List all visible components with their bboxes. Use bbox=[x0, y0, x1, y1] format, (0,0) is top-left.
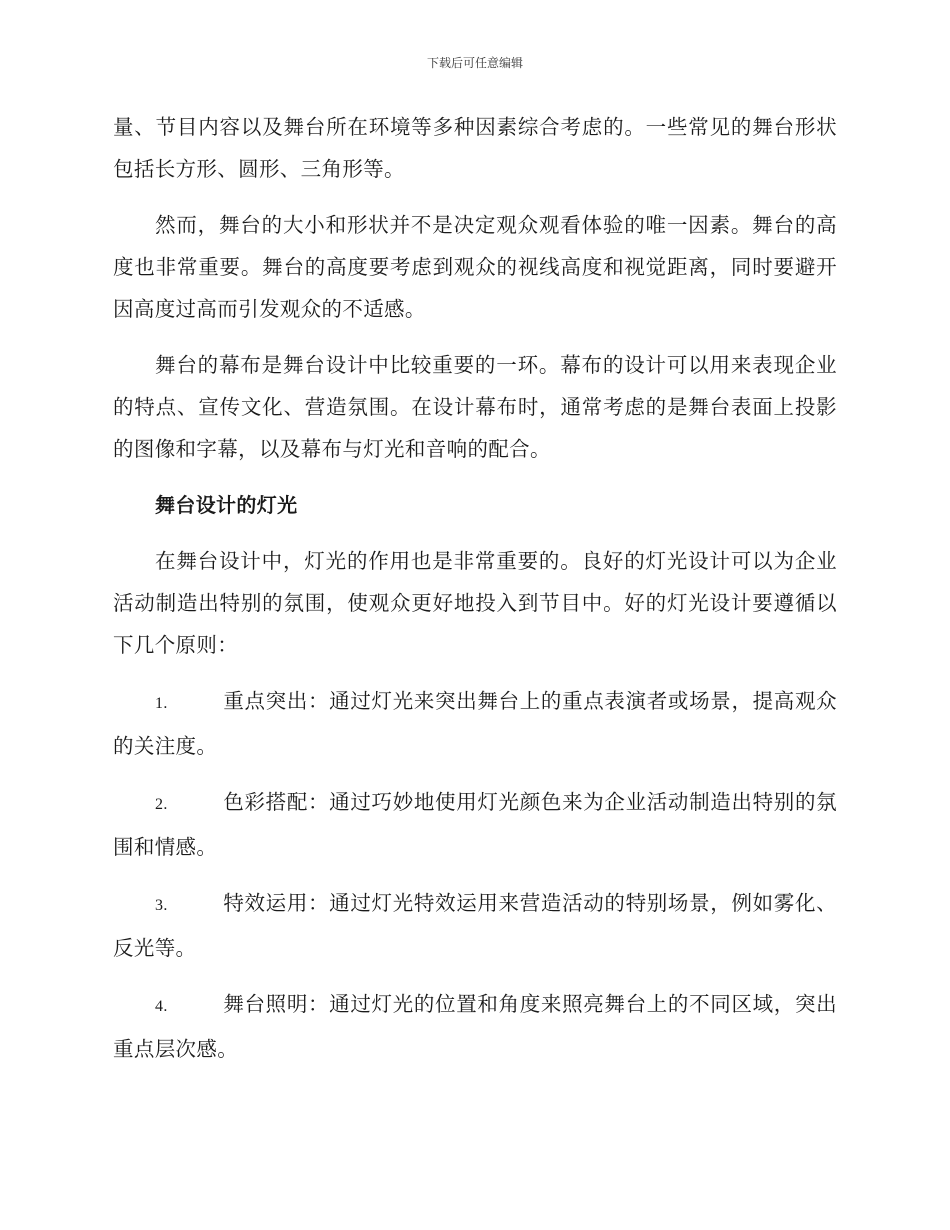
paragraph-continuation: 量、节目内容以及舞台所在环境等多种因素综合考虑的。一些常见的舞台形状包括长方形、圆形、三角形等。 bbox=[113, 115, 837, 181]
section-heading-lighting: 舞台设计的灯光 bbox=[155, 493, 298, 517]
list-text: 舞台照明：通过灯光的位置和角度来照亮舞台上的不同区域，突出重点层次感。 bbox=[113, 992, 837, 1061]
paragraph-stage-height: 然而，舞台的大小和形状并不是决定观众观看体验的唯一因素。舞台的高度也非常重要。舞台的高度要考虑到观众的视线高度和视觉距离，同时要避开因高度过高而引发观众的不适感。 bbox=[113, 213, 837, 321]
list-number: 2. bbox=[155, 796, 168, 813]
list-number: 1. bbox=[155, 695, 168, 712]
page-header-note: 下载后可任意编辑 bbox=[426, 56, 523, 70]
list-item bbox=[113, 781, 837, 868]
list-item bbox=[113, 680, 837, 767]
list-text: 重点突出：通过灯光来突出舞台上的重点表演者或场景，提高观众的关注度。 bbox=[113, 689, 837, 758]
list-number: 4. bbox=[155, 998, 168, 1015]
paragraph-stage-curtain: 舞台的幕布是舞台设计中比较重要的一环。幕布的设计可以用来表现企业的特点、宣传文化、营造氛围。在设计幕布时，通常考虑的是舞台表面上投影的图像和字幕，以及幕布与灯光和音响的配合。 bbox=[113, 353, 837, 461]
lighting-principles-list bbox=[113, 680, 837, 1070]
list-item bbox=[113, 882, 837, 969]
list-text: 特效运用：通过灯光特效运用来营造活动的特别场景，例如雾化、反光等。 bbox=[113, 891, 837, 960]
paragraph-lighting-intro: 在舞台设计中，灯光的作用也是非常重要的。良好的灯光设计可以为企业活动制造出特别的氛围，使观众更好地投入到节目中。好的灯光设计要遵循以下几个原则： bbox=[113, 549, 837, 657]
list-number: 3. bbox=[155, 897, 168, 914]
list-item bbox=[113, 983, 837, 1070]
list-text: 色彩搭配：通过巧妙地使用灯光颜色来为企业活动制造出特别的氛围和情感。 bbox=[113, 790, 837, 859]
document-body bbox=[113, 106, 837, 1084]
